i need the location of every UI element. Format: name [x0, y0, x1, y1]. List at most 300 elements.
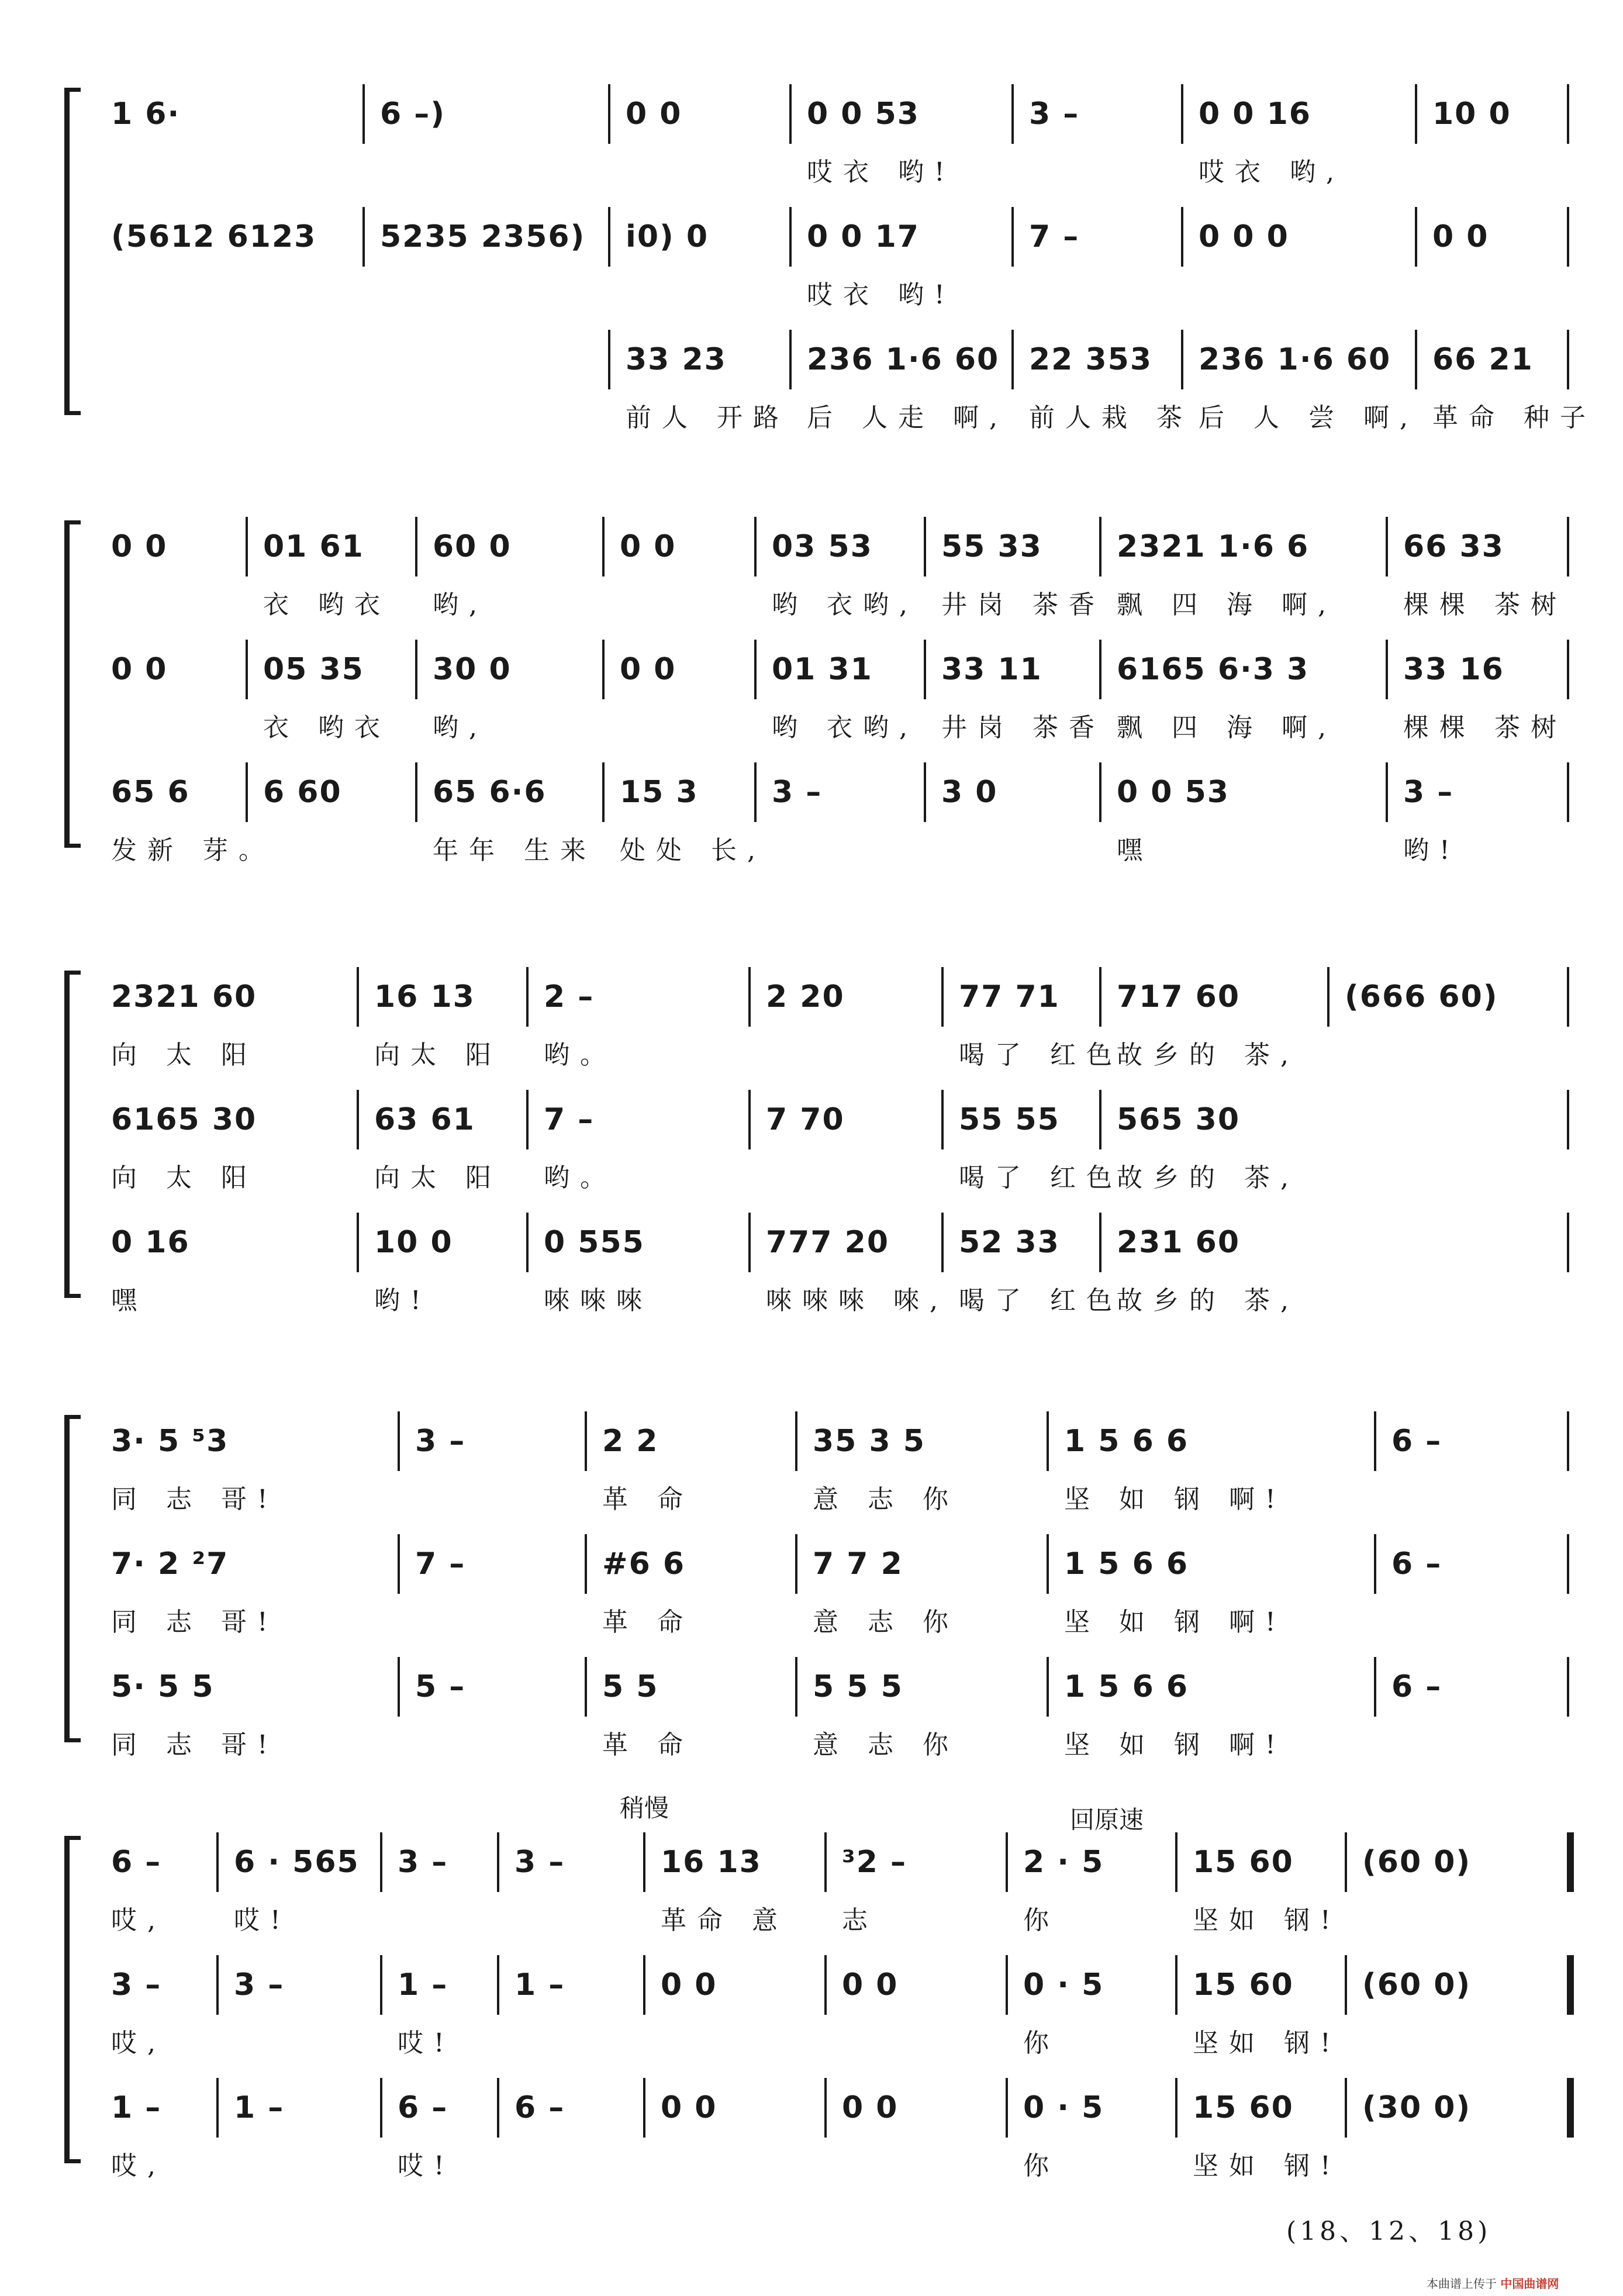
measure: 16 13 — [661, 1845, 762, 1880]
system-bracket — [64, 971, 81, 1298]
barline — [1175, 2078, 1177, 2138]
barline — [824, 1832, 827, 1892]
barline — [754, 640, 757, 699]
measure: 1 6· — [111, 96, 181, 132]
lyric-text: 哟。 — [544, 1040, 616, 1070]
lyric-text: 飘 四 海 啊, — [1117, 590, 1337, 620]
measure: 2321 60 — [111, 979, 257, 1014]
lyric-text: 年年 生来 — [433, 835, 596, 865]
lyric-text: 同 志 哥! — [111, 1730, 278, 1760]
voice-part-1 — [88, 1415, 1561, 1526]
measure: 3 – — [111, 1967, 162, 2002]
lyric-text: 意 志 你 — [813, 1607, 959, 1637]
watermark — [1427, 2274, 1559, 2291]
measure: 77 71 — [959, 979, 1060, 1014]
measure: 60 0 — [433, 529, 512, 564]
lyrics-line — [88, 1156, 1561, 1197]
measure: 777 20 — [766, 1225, 890, 1260]
measure: i0) 0 — [626, 219, 709, 254]
barline — [924, 762, 926, 822]
voice-part-3 — [88, 1216, 1561, 1327]
lyric-text: 喝了 红色 — [959, 1040, 1123, 1070]
measure: 0 0 — [842, 2090, 899, 2125]
barline — [1099, 1213, 1101, 1272]
barline — [357, 967, 359, 1027]
measure: 6 – — [1391, 1546, 1442, 1582]
lyric-text: 革 命 — [602, 1607, 693, 1637]
lyric-text: 井岗 茶香 — [941, 590, 1105, 620]
voice-part-1 — [88, 971, 1561, 1082]
barline — [795, 1534, 797, 1594]
barline — [585, 1657, 587, 1717]
barline — [1567, 967, 1569, 1027]
barline — [602, 640, 605, 699]
lyric-text: 向 太 阳 — [111, 1040, 257, 1070]
barline — [789, 330, 792, 389]
notation-line — [88, 88, 1561, 140]
footer-count: (18、12、18) — [1286, 2216, 1491, 2246]
tempo-mark: 回原速 — [1070, 1805, 1144, 1834]
barline — [398, 1534, 400, 1594]
lyric-text: 哎衣 哟! — [807, 280, 955, 310]
measure: 66 33 — [1403, 529, 1504, 564]
measure: 3 – — [514, 1845, 565, 1880]
lyric-text: 哟! — [374, 1286, 431, 1316]
lyric-text: 哎衣 哟, — [1199, 157, 1345, 187]
lyric-text: 哟, — [433, 713, 488, 743]
lyric-text: 唻唻唻 唻, — [766, 1286, 948, 1316]
measure: 1 – — [398, 1967, 448, 2002]
lyric-text: 你 — [1023, 1905, 1059, 1935]
measure: 2 – — [544, 979, 595, 1014]
measure: 30 0 — [433, 652, 512, 687]
lyric-text: 坚 如 钢 啊! — [1064, 1730, 1286, 1760]
notation-line — [88, 643, 1561, 696]
barline — [1006, 1832, 1008, 1892]
lyric-text: 同 志 哥! — [111, 1607, 278, 1637]
lyrics-line — [88, 706, 1567, 747]
notation-line — [88, 1216, 1561, 1269]
lyric-text: 哟 衣哟, — [772, 713, 918, 743]
notation-line — [88, 1415, 1561, 1468]
measure: 63 61 — [374, 1102, 475, 1137]
barline — [754, 762, 757, 822]
measure: 35 3 5 — [813, 1424, 926, 1459]
lyric-text: 故乡的 茶, — [1117, 1163, 1299, 1193]
voice-part-1 — [88, 520, 1567, 631]
barline — [526, 967, 529, 1027]
barline — [748, 1090, 751, 1149]
lyric-text: 故乡的 茶, — [1117, 1040, 1299, 1070]
barline — [1567, 640, 1569, 699]
measure: 10 0 — [374, 1225, 453, 1260]
lyric-text: 同 志 哥! — [111, 1484, 278, 1514]
lyrics-line — [88, 829, 1561, 870]
lyrics-line — [88, 1478, 1561, 1519]
barline — [924, 640, 926, 699]
barline — [216, 2078, 219, 2138]
measure: 0 0 0 — [1199, 219, 1289, 254]
barline — [216, 1955, 219, 2015]
measure: 6 – — [1391, 1669, 1442, 1704]
barline — [357, 1213, 359, 1272]
lyric-text: 井岗 茶香 — [941, 713, 1105, 743]
barline — [1345, 1955, 1347, 2015]
measure: 2321 1·6 6 — [1117, 529, 1310, 564]
measure: 6 – — [514, 2090, 565, 2125]
barline — [1181, 207, 1183, 267]
barline — [1386, 640, 1388, 699]
measure: 6 – — [1391, 1424, 1442, 1459]
measure: 15 60 — [1193, 1845, 1294, 1880]
measure: 0 0 — [661, 2090, 717, 2125]
measure: 3 – — [772, 775, 823, 810]
barline — [608, 330, 610, 389]
barline — [380, 1832, 382, 1892]
barline — [1415, 84, 1417, 144]
final-barline — [1567, 2078, 1574, 2138]
lyric-text: 向 太 阳 — [111, 1163, 257, 1193]
barline — [1327, 967, 1330, 1027]
barline — [246, 517, 248, 576]
voice-part-3 — [88, 1660, 1561, 1772]
barline — [608, 207, 610, 267]
barline — [1567, 207, 1569, 267]
measure: 1 – — [234, 2090, 285, 2125]
measure: 0 0 — [620, 652, 676, 687]
measure: 1 5 6 6 — [1064, 1669, 1189, 1704]
measure: (666 60) — [1345, 979, 1498, 1014]
lyric-text: 衣 哟衣 — [263, 590, 391, 620]
voice-part-2 — [88, 1093, 1561, 1204]
lyrics-line — [88, 1601, 1561, 1642]
barline — [1011, 84, 1014, 144]
barline — [1567, 1534, 1569, 1594]
lyric-text: 哎! — [398, 2028, 455, 2058]
measure: 6 – — [398, 2090, 448, 2125]
measure: 01 61 — [263, 529, 364, 564]
barline — [748, 967, 751, 1027]
measure: 65 6·6 — [433, 775, 547, 810]
barline — [824, 1955, 827, 2015]
lyric-text: 哎, — [111, 1905, 166, 1935]
lyrics-line — [88, 396, 1596, 437]
measure: 7· 2 ²7 — [111, 1546, 229, 1582]
barline — [824, 2078, 827, 2138]
barline — [1345, 1832, 1347, 1892]
barline — [1567, 762, 1569, 822]
measure: 33 11 — [941, 652, 1042, 687]
barline — [789, 84, 792, 144]
barline — [789, 207, 792, 267]
barline — [1567, 84, 1569, 144]
measure: 717 60 — [1117, 979, 1241, 1014]
measure: 2 20 — [766, 979, 845, 1014]
measure: 01 31 — [772, 652, 873, 687]
measure: 6 60 — [263, 775, 342, 810]
voice-part-1 — [88, 88, 1561, 199]
barline — [216, 1832, 219, 1892]
watermark-prefix: 本曲谱上传于 — [1427, 2277, 1497, 2291]
notation-line — [88, 1959, 1561, 2011]
lyric-text: 革 命 — [602, 1730, 693, 1760]
measure: 3 – — [1403, 775, 1454, 810]
measure: 05 35 — [263, 652, 364, 687]
measure: 2 2 — [602, 1424, 659, 1459]
measure: 3 – — [398, 1845, 448, 1880]
tempo-mark: 稍慢 — [620, 1794, 669, 1822]
measure: 0 555 — [544, 1225, 645, 1260]
notation-line — [88, 210, 1561, 263]
barline — [1567, 1411, 1569, 1471]
lyric-text: 故乡的 茶, — [1117, 1286, 1299, 1316]
notation-line — [88, 2081, 1561, 2134]
lyrics-line — [88, 1724, 1561, 1765]
measure: 1 – — [111, 2090, 162, 2125]
lyric-text: 革 命 — [602, 1484, 693, 1514]
score-system-4 — [64, 1415, 1561, 1760]
measure: 565 30 — [1117, 1102, 1241, 1137]
barline — [380, 1955, 382, 2015]
lyric-text: 坚如 钢! — [1193, 1905, 1341, 1935]
lyric-text: 处处 长, — [620, 835, 766, 865]
barline — [1374, 1657, 1376, 1717]
barline — [1099, 762, 1101, 822]
measure: 52 33 — [959, 1225, 1060, 1260]
barline — [1006, 2078, 1008, 2138]
measure: 5· 5 5 — [111, 1669, 215, 1704]
barline — [1374, 1534, 1376, 1594]
lyrics-line — [88, 2145, 1561, 2185]
measure: (60 0) — [1362, 1845, 1472, 1880]
barline — [1011, 330, 1014, 389]
measure: (5612 6123 — [111, 219, 317, 254]
measure: 0 0 17 — [807, 219, 920, 254]
measure: 236 1·6 60 — [807, 342, 1000, 377]
lyric-text: 革命 意 — [661, 1905, 788, 1935]
measure: 0 0 — [842, 1967, 899, 2002]
measure: (30 0) — [1362, 2090, 1472, 2125]
lyric-text: 哎! — [234, 1905, 291, 1935]
barline — [1011, 207, 1014, 267]
barline — [398, 1657, 400, 1717]
barline — [941, 967, 944, 1027]
measure: 1 5 6 6 — [1064, 1546, 1189, 1582]
barline — [246, 640, 248, 699]
lyrics-line — [88, 584, 1567, 624]
measure: 7 – — [544, 1102, 595, 1137]
measure: 0 0 — [111, 529, 168, 564]
notation-line — [88, 971, 1561, 1023]
barline — [1567, 330, 1569, 389]
voice-part-3 — [88, 766, 1561, 877]
notation-line — [88, 333, 1561, 386]
lyrics-line — [88, 151, 1561, 192]
barline — [941, 1213, 944, 1272]
measure: 3 – — [1029, 96, 1080, 132]
measure: 33 23 — [626, 342, 727, 377]
barline — [643, 1832, 645, 1892]
barline — [526, 1213, 529, 1272]
measure: 6165 30 — [111, 1102, 257, 1137]
lyric-text: 棵棵 茶树 — [1403, 713, 1567, 743]
lyrics-line — [88, 1034, 1561, 1075]
barline — [1386, 517, 1388, 576]
measure: 0 0 53 — [1117, 775, 1230, 810]
barline — [398, 1411, 400, 1471]
barline — [1099, 967, 1101, 1027]
measure: 0 0 — [626, 96, 682, 132]
measure — [111, 333, 357, 386]
barline — [1567, 517, 1569, 576]
lyric-text: 坚如 钢! — [1193, 2028, 1341, 2058]
notation-line — [88, 1538, 1561, 1590]
barline — [748, 1213, 751, 1272]
lyric-text: 嘿 — [111, 1286, 147, 1316]
measure: 7 – — [415, 1546, 466, 1582]
lyric-text: 唻唻唻 — [544, 1286, 652, 1316]
measure: 55 55 — [959, 1102, 1060, 1137]
measure: 231 60 — [1117, 1225, 1241, 1260]
score-system-1 — [64, 88, 1596, 433]
measure — [380, 333, 602, 386]
barline — [1175, 1832, 1177, 1892]
barline — [924, 517, 926, 576]
lyrics-line — [88, 274, 1561, 315]
measure: 0 · 5 — [1023, 1967, 1104, 2002]
measure — [1345, 1093, 1561, 1146]
voice-part-2 — [88, 1959, 1561, 2070]
lyric-text: 哟! — [1403, 835, 1460, 865]
barline — [602, 762, 605, 822]
barline — [1099, 1090, 1101, 1149]
barline — [1374, 1411, 1376, 1471]
voice-part-3 — [88, 2081, 1561, 2193]
lyric-text: 哎, — [111, 2028, 166, 2058]
barline — [415, 762, 417, 822]
lyric-text: 发新 芽。 — [111, 835, 275, 865]
measure: 3 – — [234, 1967, 285, 2002]
lyric-text: 嘿 — [1117, 835, 1153, 865]
score-system-2 — [64, 520, 1567, 865]
measure: 7 – — [1029, 219, 1080, 254]
measure: 1 – — [514, 1967, 565, 2002]
lyric-text: 坚如 钢! — [1193, 2151, 1341, 2181]
voice-part-2 — [88, 643, 1567, 754]
barline — [497, 1832, 499, 1892]
barline — [608, 84, 610, 144]
barline — [585, 1411, 587, 1471]
measure: 15 3 — [620, 775, 699, 810]
measure: 6165 6·3 3 — [1117, 652, 1310, 687]
barline — [1567, 1657, 1569, 1717]
lyric-text: 喝了 红色 — [959, 1163, 1123, 1193]
measure: 10 0 — [1432, 96, 1511, 132]
lyric-text: 向太 阳 — [374, 1163, 502, 1193]
lyric-text: 革命 种子 — [1432, 403, 1596, 433]
voice-part-2 — [88, 210, 1561, 322]
barline — [1567, 1213, 1569, 1272]
barline — [415, 640, 417, 699]
barline — [1047, 1411, 1049, 1471]
voice-part-1 — [88, 1836, 1561, 1947]
measure: 5 – — [415, 1669, 466, 1704]
barline — [1415, 330, 1417, 389]
notation-line — [88, 1836, 1561, 1888]
barline — [497, 1955, 499, 2015]
system-bracket — [64, 88, 81, 415]
lyric-text: 哎衣 哟! — [807, 157, 955, 187]
lyric-text: 后 人 尝 啊, — [1199, 403, 1418, 433]
barline — [246, 762, 248, 822]
voice-part-3 — [88, 333, 1596, 444]
measure: 0 0 — [661, 1967, 717, 2002]
barline — [602, 517, 605, 576]
barline — [1386, 762, 1388, 822]
notation-line — [88, 1093, 1561, 1146]
lyric-text: 向太 阳 — [374, 1040, 502, 1070]
lyric-text: 哟。 — [544, 1163, 616, 1193]
system-bracket — [64, 520, 81, 848]
lyric-text: 哟 衣哟, — [772, 590, 918, 620]
lyric-text: 坚 如 钢 啊! — [1064, 1484, 1286, 1514]
barline — [380, 2078, 382, 2138]
measure: 1 5 6 6 — [1064, 1424, 1189, 1459]
notation-line — [88, 1660, 1561, 1713]
lyric-text: 棵棵 茶树 — [1403, 590, 1567, 620]
measure: 16 13 — [374, 979, 475, 1014]
lyric-text: 飘 四 海 啊, — [1117, 713, 1337, 743]
measure: 6 · 565 — [234, 1845, 360, 1880]
barline — [1047, 1534, 1049, 1594]
measure: 0 0 — [111, 652, 168, 687]
measure: 33 16 — [1403, 652, 1504, 687]
lyrics-line — [88, 1899, 1561, 1940]
barline — [643, 1955, 645, 2015]
measure: 5235 2356) — [380, 219, 586, 254]
barline — [1181, 330, 1183, 389]
barline — [795, 1657, 797, 1717]
measure — [1345, 1216, 1561, 1269]
barline — [362, 207, 365, 267]
barline — [1415, 207, 1417, 267]
lyrics-line — [88, 2022, 1561, 2063]
measure: 5 5 — [602, 1669, 659, 1704]
lyric-text: 前人栽 茶 — [1029, 403, 1193, 433]
lyric-text: 前人 开路 — [626, 403, 789, 433]
barline — [1567, 1090, 1569, 1149]
measure: 66 21 — [1432, 342, 1534, 377]
barline — [357, 1090, 359, 1149]
measure: 236 1·6 60 — [1199, 342, 1391, 377]
lyric-text: 志 — [842, 1905, 878, 1935]
lyric-text: 你 — [1023, 2151, 1059, 2181]
barline — [585, 1534, 587, 1594]
measure: 15 60 — [1193, 2090, 1294, 2125]
measure: 65 6 — [111, 775, 190, 810]
measure: 0 0 16 — [1199, 96, 1311, 132]
barline — [1099, 517, 1101, 576]
lyric-text: 坚 如 钢 啊! — [1064, 1607, 1286, 1637]
measure: 0 · 5 — [1023, 2090, 1104, 2125]
system-bracket — [64, 1415, 81, 1742]
notation-line — [88, 766, 1561, 819]
lyric-text: 哟, — [433, 590, 488, 620]
lyric-text: 衣 哟衣 — [263, 713, 391, 743]
measure: 5 5 5 — [813, 1669, 903, 1704]
measure: 3 – — [415, 1424, 466, 1459]
measure: 3 0 — [941, 775, 998, 810]
